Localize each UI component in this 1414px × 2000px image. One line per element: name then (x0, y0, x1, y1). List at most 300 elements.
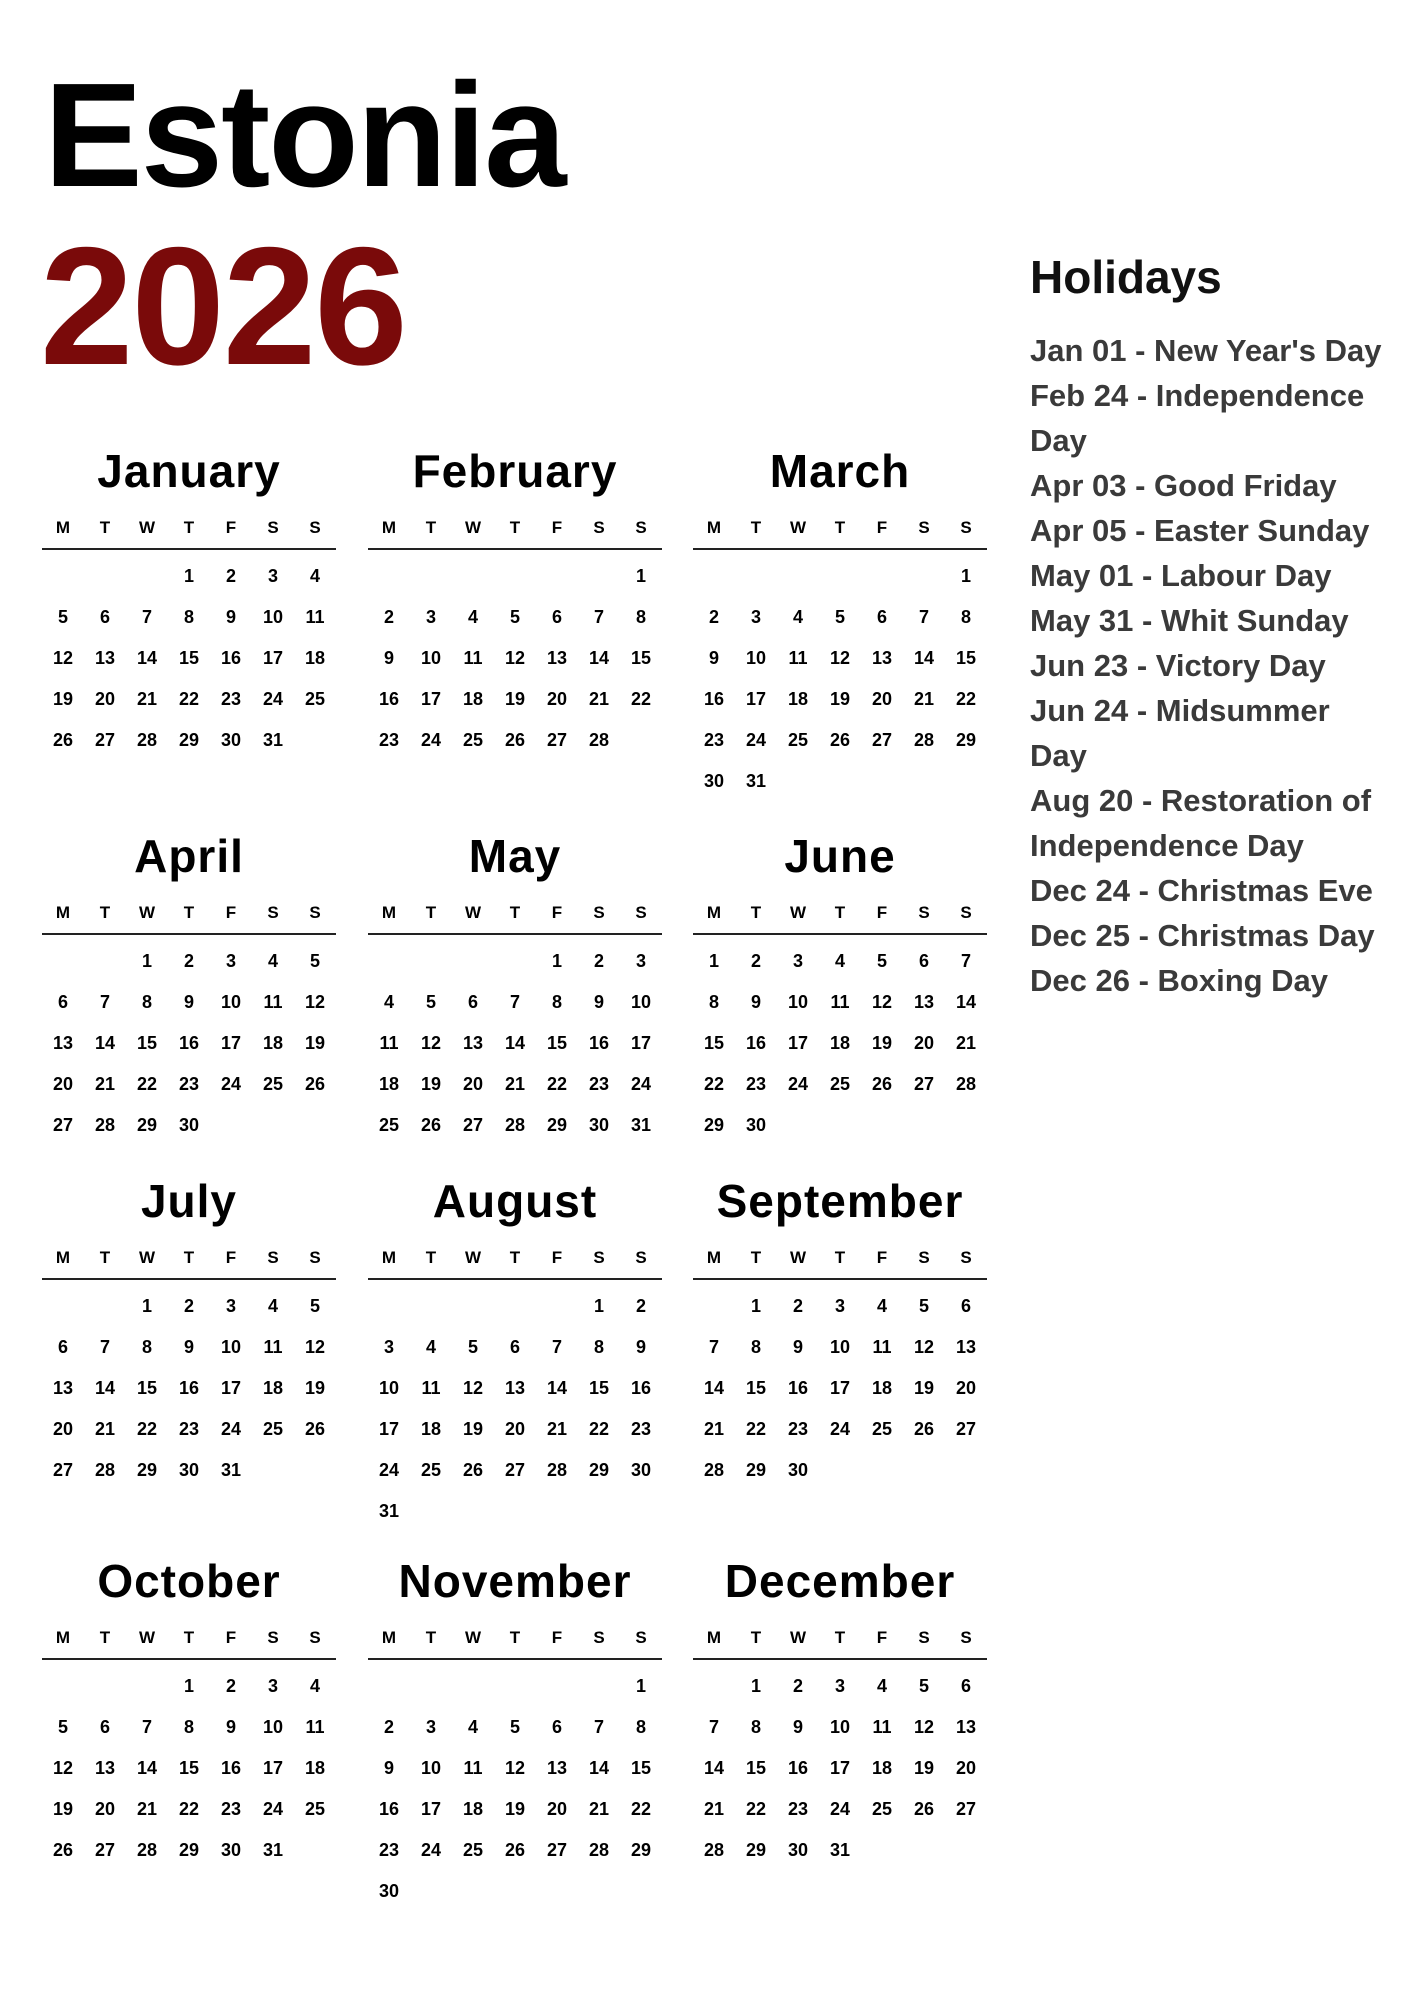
day-cell: 16 (745, 1033, 767, 1053)
weekday-header: S (593, 1248, 605, 1267)
day-cell: 30 (178, 1460, 200, 1480)
day-cell: 7 (99, 992, 110, 1012)
day-cell: 27 (94, 730, 116, 750)
day-cell: 9 (635, 1337, 646, 1357)
day-cell: 1 (141, 1296, 152, 1316)
holidays-panel (1030, 250, 1390, 1003)
weekday-header-row (42, 903, 336, 935)
day-cell: 5 (309, 951, 320, 971)
day-cell: 26 (304, 1419, 326, 1439)
weekday-header: S (960, 1628, 972, 1647)
day-cell: 14 (913, 648, 935, 668)
day-cell: 22 (136, 1419, 158, 1439)
month-name: June (784, 830, 896, 882)
weekday-header: F (551, 1628, 563, 1647)
day-cell: 18 (304, 648, 326, 668)
day-cell: 2 (708, 607, 719, 627)
day-empty (494, 556, 536, 597)
weekday-header: W (464, 518, 482, 537)
day-cell: 14 (703, 1378, 725, 1398)
day-cell: 8 (141, 1337, 152, 1357)
holiday-item: Jun 23 - Victory Day (1030, 648, 1326, 683)
day-cell: 6 (57, 992, 68, 1012)
weekday-header-row (693, 1248, 987, 1280)
day-cell: 12 (462, 1378, 484, 1398)
day-cell: 19 (52, 1799, 74, 1819)
day-cell: 12 (913, 1337, 935, 1357)
day-cell: 19 (52, 689, 74, 709)
day-cell: 20 (871, 689, 893, 709)
weekday-header-row (368, 1248, 662, 1280)
holiday-item: Jun 24 - Midsummer Day (1030, 693, 1330, 773)
weekday-header: W (464, 903, 482, 922)
day-cell: 14 (703, 1758, 725, 1778)
day-empty (777, 556, 819, 597)
day-cell: 23 (630, 1419, 652, 1439)
weekday-header: T (183, 1628, 195, 1647)
day-empty (410, 1286, 452, 1327)
day-cell: 9 (225, 1717, 236, 1737)
day-cell: 2 (792, 1296, 803, 1316)
day-cell: 17 (220, 1033, 242, 1053)
day-cell: 23 (703, 730, 725, 750)
day-cell: 22 (588, 1419, 610, 1439)
day-empty (494, 1286, 536, 1327)
day-cell: 13 (94, 648, 116, 668)
weekday-header-row (42, 1248, 336, 1280)
day-cell: 4 (267, 951, 278, 971)
weekday-header: T (509, 518, 521, 537)
month-may (368, 825, 662, 1146)
day-cell: 26 (462, 1460, 484, 1480)
day-cell: 22 (630, 1799, 652, 1819)
day-cell: 8 (708, 992, 719, 1012)
day-empty (536, 1666, 578, 1707)
day-cell: 22 (546, 1074, 568, 1094)
day-cell: 28 (504, 1115, 526, 1135)
holiday-item: Dec 25 - Christmas Day (1030, 918, 1375, 953)
day-empty (410, 1666, 452, 1707)
day-cell: 20 (955, 1758, 977, 1778)
day-empty (84, 1286, 126, 1327)
day-cell: 3 (750, 607, 761, 627)
day-cell: 5 (57, 607, 68, 627)
holiday-item: Jan 01 - New Year's Day (1030, 333, 1382, 368)
day-cell: 25 (871, 1419, 893, 1439)
day-cell: 4 (467, 1717, 478, 1737)
day-cell: 4 (309, 1676, 320, 1696)
day-cell: 11 (263, 1337, 283, 1357)
day-cell: 13 (955, 1717, 977, 1737)
day-cell: 11 (872, 1337, 892, 1357)
day-cell: 9 (225, 607, 236, 627)
day-empty (693, 556, 735, 597)
day-cell: 24 (787, 1074, 809, 1094)
day-cell: 20 (94, 1799, 116, 1819)
day-cell: 19 (304, 1033, 326, 1053)
month-name: September (716, 1175, 964, 1227)
weekday-header: T (425, 518, 437, 537)
day-cell: 4 (309, 566, 320, 586)
day-cell: 31 (378, 1501, 400, 1521)
day-empty (410, 556, 452, 597)
day-cell: 9 (383, 648, 394, 668)
day-cell: 23 (787, 1799, 809, 1819)
day-cell: 5 (918, 1296, 929, 1316)
weekday-header-row (368, 1628, 662, 1660)
month-january (42, 440, 336, 761)
day-cell: 15 (630, 648, 652, 668)
day-cell: 23 (220, 689, 242, 709)
day-cell: 14 (546, 1378, 568, 1398)
day-cell: 4 (425, 1337, 436, 1357)
day-cell: 18 (378, 1074, 400, 1094)
day-empty (452, 556, 494, 597)
day-cell: 26 (304, 1074, 326, 1094)
weekday-header: F (225, 518, 237, 537)
day-cell: 9 (183, 1337, 194, 1357)
day-cell: 16 (220, 648, 242, 668)
weekday-header: W (464, 1248, 482, 1267)
weekday-header: M (706, 518, 722, 537)
day-grid (42, 1286, 336, 1491)
day-cell: 19 (913, 1378, 935, 1398)
day-grid (368, 1286, 662, 1532)
day-empty (84, 556, 126, 597)
day-cell: 27 (94, 1840, 116, 1860)
day-cell: 4 (792, 607, 803, 627)
day-cell: 1 (593, 1296, 604, 1316)
day-cell: 15 (136, 1033, 158, 1053)
day-cell: 9 (750, 992, 761, 1012)
weekday-header: F (551, 1248, 563, 1267)
day-cell: 22 (178, 689, 200, 709)
day-cell: 20 (546, 689, 568, 709)
day-cell: 2 (750, 951, 761, 971)
month-december (693, 1550, 987, 1871)
day-cell: 18 (304, 1758, 326, 1778)
month-july (42, 1170, 336, 1491)
weekday-header: M (706, 1248, 722, 1267)
day-cell: 26 (913, 1419, 935, 1439)
day-cell: 7 (593, 1717, 604, 1737)
day-empty (903, 556, 945, 597)
weekday-header: T (183, 903, 195, 922)
day-grid (42, 1666, 336, 1871)
day-cell: 16 (588, 1033, 610, 1053)
day-cell: 2 (792, 1676, 803, 1696)
day-grid (368, 941, 662, 1146)
day-cell: 2 (183, 1296, 194, 1316)
weekday-header: S (918, 1248, 930, 1267)
weekday-header: W (138, 518, 156, 537)
day-cell: 5 (425, 992, 436, 1012)
day-cell: 24 (220, 1419, 242, 1439)
day-cell: 25 (462, 1840, 484, 1860)
day-cell: 10 (630, 992, 652, 1012)
day-cell: 13 (52, 1033, 74, 1053)
month-name: July (140, 1175, 238, 1227)
day-empty (494, 941, 536, 982)
weekday-header: T (750, 1248, 762, 1267)
weekday-header: M (381, 518, 397, 537)
weekday-header-row (368, 903, 662, 935)
day-grid (693, 1286, 987, 1491)
day-cell: 1 (141, 951, 152, 971)
day-cell: 17 (787, 1033, 809, 1053)
month-april (42, 825, 336, 1146)
day-cell: 25 (262, 1074, 284, 1094)
day-cell: 23 (378, 1840, 400, 1860)
weekday-header: M (381, 903, 397, 922)
day-cell: 18 (829, 1033, 851, 1053)
day-cell: 29 (136, 1115, 158, 1135)
day-cell: 7 (99, 1337, 110, 1357)
day-cell: 13 (955, 1337, 977, 1357)
weekday-header: S (635, 1628, 647, 1647)
day-cell: 13 (913, 992, 935, 1012)
page-title: Estonia (44, 53, 565, 218)
day-cell: 7 (141, 1717, 152, 1737)
holiday-item: Aug 20 - Restoration of Independence Day (1030, 783, 1372, 863)
day-cell: 9 (383, 1758, 394, 1778)
day-cell: 27 (462, 1115, 484, 1135)
day-cell: 26 (829, 730, 851, 750)
day-empty (368, 556, 410, 597)
day-cell: 13 (94, 1758, 116, 1778)
month-name: January (97, 445, 281, 497)
day-cell: 12 (829, 648, 851, 668)
day-cell: 10 (220, 992, 242, 1012)
weekday-header: W (138, 1248, 156, 1267)
day-cell: 16 (220, 1758, 242, 1778)
day-cell: 27 (955, 1419, 977, 1439)
day-cell: 8 (183, 1717, 194, 1737)
day-cell: 21 (955, 1033, 977, 1053)
day-cell: 29 (136, 1460, 158, 1480)
day-cell: 10 (420, 648, 442, 668)
day-cell: 20 (52, 1419, 74, 1439)
day-cell: 3 (635, 951, 646, 971)
day-cell: 6 (99, 607, 110, 627)
weekday-header: M (381, 1628, 397, 1647)
day-cell: 8 (635, 607, 646, 627)
day-cell: 29 (745, 1460, 767, 1480)
day-cell: 4 (467, 607, 478, 627)
day-cell: 15 (178, 648, 200, 668)
day-cell: 19 (462, 1419, 484, 1439)
day-cell: 16 (178, 1033, 200, 1053)
day-cell: 4 (876, 1296, 887, 1316)
day-cell: 13 (546, 1758, 568, 1778)
day-cell: 27 (504, 1460, 526, 1480)
day-cell: 1 (183, 1676, 194, 1696)
day-cell: 12 (52, 648, 74, 668)
weekday-header: T (750, 903, 762, 922)
month-september (693, 1170, 987, 1491)
day-cell: 5 (57, 1717, 68, 1737)
day-cell: 5 (309, 1296, 320, 1316)
day-cell: 25 (304, 1799, 326, 1819)
day-cell: 12 (420, 1033, 442, 1053)
day-cell: 11 (830, 992, 850, 1012)
day-cell: 29 (703, 1115, 725, 1135)
day-cell: 23 (178, 1074, 200, 1094)
day-cell: 8 (750, 1337, 761, 1357)
day-cell: 22 (136, 1074, 158, 1094)
weekday-header: F (876, 903, 888, 922)
day-cell: 19 (504, 1799, 526, 1819)
weekday-header: S (960, 903, 972, 922)
day-cell: 22 (745, 1799, 767, 1819)
day-cell: 23 (220, 1799, 242, 1819)
holiday-item: Dec 26 - Boxing Day (1030, 963, 1329, 998)
weekday-header: S (593, 518, 605, 537)
day-cell: 26 (504, 730, 526, 750)
weekday-header: S (918, 518, 930, 537)
year-heading: 2026 (40, 212, 406, 400)
holiday-item: May 31 - Whit Sunday (1030, 603, 1349, 638)
day-grid (368, 556, 662, 761)
day-cell: 9 (792, 1337, 803, 1357)
day-cell: 14 (588, 1758, 610, 1778)
weekday-header: T (750, 518, 762, 537)
day-empty (368, 1286, 410, 1327)
day-cell: 9 (792, 1717, 803, 1737)
day-cell: 3 (834, 1676, 845, 1696)
day-cell: 2 (225, 566, 236, 586)
day-cell: 1 (551, 951, 562, 971)
weekday-header: S (267, 1248, 279, 1267)
day-cell: 20 (504, 1419, 526, 1439)
day-cell: 12 (304, 992, 326, 1012)
month-name: April (134, 830, 244, 882)
weekday-header: F (876, 1628, 888, 1647)
day-cell: 31 (829, 1840, 851, 1860)
day-cell: 20 (546, 1799, 568, 1819)
weekday-header: M (381, 1248, 397, 1267)
day-grid (693, 941, 987, 1146)
weekday-header: T (183, 518, 195, 537)
day-cell: 3 (383, 1337, 394, 1357)
day-cell: 20 (462, 1074, 484, 1094)
day-empty (42, 556, 84, 597)
weekday-header: S (918, 1628, 930, 1647)
day-cell: 11 (421, 1378, 441, 1398)
day-cell: 8 (551, 992, 562, 1012)
day-cell: 17 (262, 648, 284, 668)
day-cell: 27 (52, 1115, 74, 1135)
day-cell: 10 (787, 992, 809, 1012)
day-cell: 21 (504, 1074, 526, 1094)
day-cell: 31 (220, 1460, 242, 1480)
day-cell: 12 (504, 648, 526, 668)
day-cell: 25 (871, 1799, 893, 1819)
day-cell: 11 (305, 1717, 325, 1737)
day-cell: 29 (745, 1840, 767, 1860)
day-cell: 12 (871, 992, 893, 1012)
day-cell: 7 (708, 1337, 719, 1357)
weekday-header: S (309, 518, 321, 537)
day-cell: 28 (955, 1074, 977, 1094)
day-cell: 29 (955, 730, 977, 750)
day-cell: 20 (955, 1378, 977, 1398)
day-cell: 26 (420, 1115, 442, 1135)
day-empty (42, 941, 84, 982)
day-cell: 1 (750, 1676, 761, 1696)
weekday-header: S (593, 1628, 605, 1647)
day-cell: 21 (136, 689, 158, 709)
day-cell: 8 (750, 1717, 761, 1737)
day-cell: 6 (467, 992, 478, 1012)
day-empty (126, 556, 168, 597)
day-cell: 9 (183, 992, 194, 1012)
day-cell: 19 (420, 1074, 442, 1094)
day-cell: 11 (305, 607, 325, 627)
weekday-header: S (918, 903, 930, 922)
month-november (368, 1550, 662, 1912)
day-cell: 14 (94, 1378, 116, 1398)
holiday-item: Feb 24 - Independence Day (1030, 378, 1365, 458)
day-empty (693, 1666, 735, 1707)
month-name: May (468, 830, 562, 882)
day-cell: 24 (220, 1074, 242, 1094)
weekday-header: S (309, 1628, 321, 1647)
day-cell: 5 (509, 1717, 520, 1737)
day-cell: 1 (708, 951, 719, 971)
day-cell: 13 (871, 648, 893, 668)
day-cell: 25 (462, 730, 484, 750)
day-cell: 24 (829, 1799, 851, 1819)
day-cell: 2 (593, 951, 604, 971)
day-cell: 3 (225, 951, 236, 971)
day-cell: 1 (635, 1676, 646, 1696)
day-cell: 7 (918, 607, 929, 627)
day-grid (42, 941, 336, 1146)
day-cell: 15 (630, 1758, 652, 1778)
day-cell: 22 (178, 1799, 200, 1819)
day-cell: 18 (462, 1799, 484, 1819)
day-cell: 6 (960, 1676, 971, 1696)
month-august (368, 1170, 662, 1532)
day-cell: 15 (745, 1758, 767, 1778)
day-cell: 24 (262, 1799, 284, 1819)
day-cell: 30 (378, 1881, 400, 1901)
day-cell: 20 (913, 1033, 935, 1053)
day-cell: 2 (183, 951, 194, 971)
weekday-header: T (99, 1248, 111, 1267)
day-cell: 29 (630, 1840, 652, 1860)
day-cell: 21 (588, 1799, 610, 1819)
day-cell: 15 (178, 1758, 200, 1778)
day-cell: 6 (960, 1296, 971, 1316)
day-empty (861, 556, 903, 597)
day-cell: 19 (304, 1378, 326, 1398)
day-cell: 11 (463, 1758, 483, 1778)
month-name: November (398, 1555, 632, 1607)
weekday-header-row (693, 1628, 987, 1660)
day-cell: 25 (304, 689, 326, 709)
weekday-header: W (789, 903, 807, 922)
day-cell: 8 (141, 992, 152, 1012)
weekday-header: M (55, 518, 71, 537)
day-cell: 27 (546, 730, 568, 750)
day-cell: 9 (708, 648, 719, 668)
day-cell: 26 (504, 1840, 526, 1860)
day-cell: 30 (787, 1460, 809, 1480)
day-cell: 15 (136, 1378, 158, 1398)
weekday-header: T (99, 903, 111, 922)
